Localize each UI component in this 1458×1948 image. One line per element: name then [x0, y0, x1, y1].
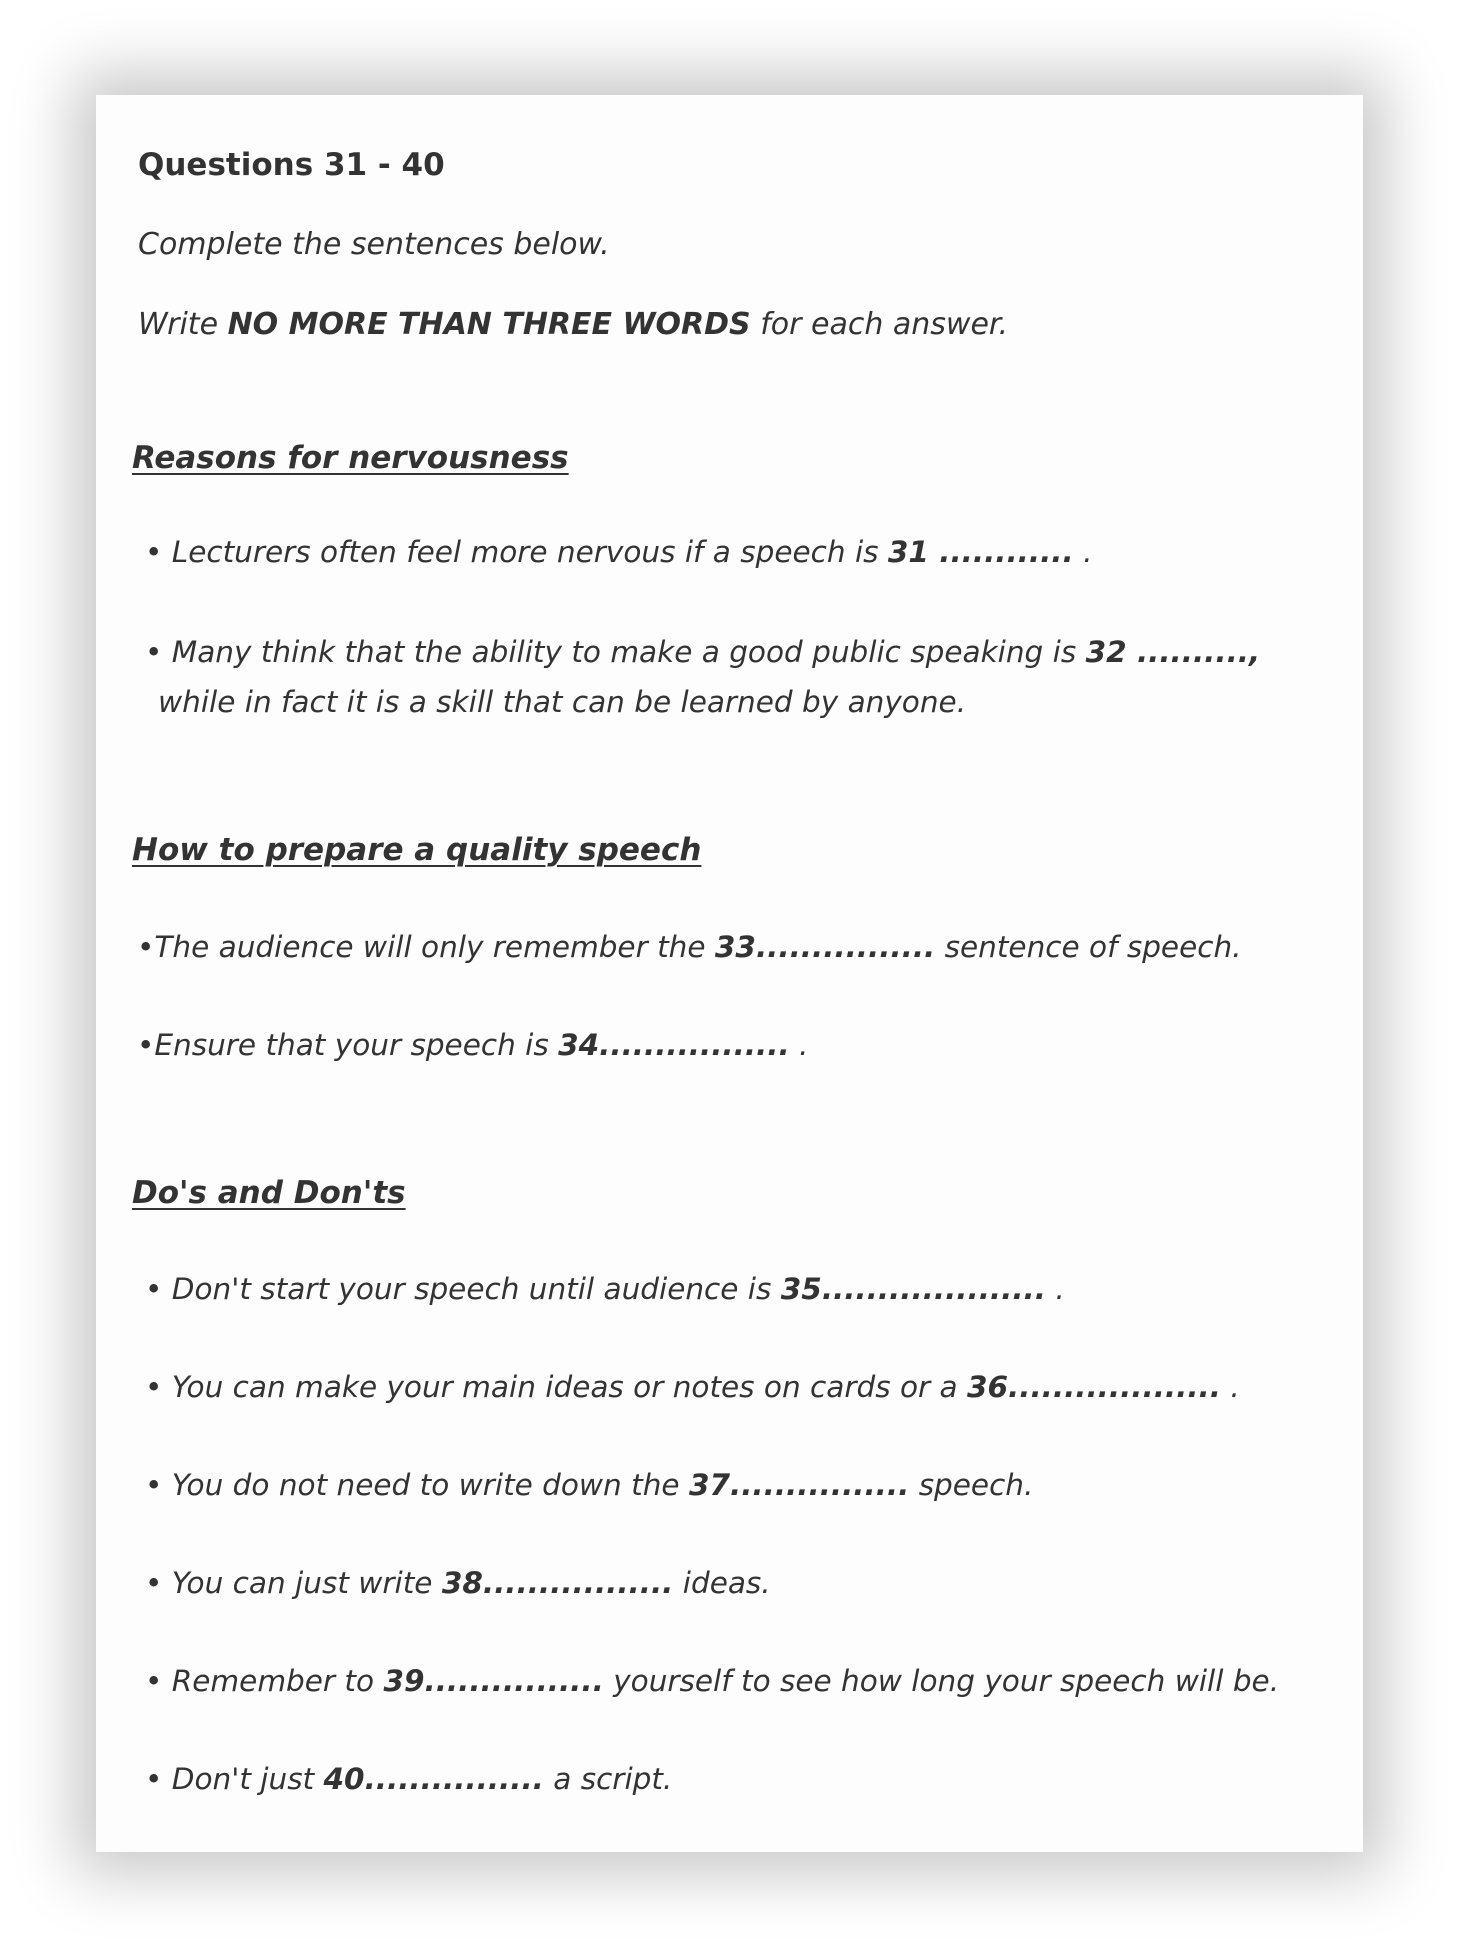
question-text: Remember to [171, 1664, 384, 1698]
section-heading-prepare: How to prepare a quality speech [132, 832, 702, 868]
question-text: Don't start your speech until audience is [171, 1272, 781, 1306]
section-heading-dos-donts: Do's and Don'ts [132, 1175, 406, 1211]
question-text-end: sentence of speech. [935, 930, 1242, 964]
question-number: 37 [688, 1468, 730, 1502]
question-text-end: speech. [909, 1468, 1034, 1502]
answer-blank-33[interactable]: ................ [755, 930, 936, 964]
bullet-icon: • [145, 1468, 172, 1502]
instruction-text: Write [138, 307, 228, 342]
question-37 [145, 1468, 1034, 1502]
question-text: You can make your main ideas or notes on cards or a [171, 1370, 967, 1404]
answer-blank-38[interactable]: ................. [482, 1566, 674, 1600]
question-32-continuation: while in fact it is a skill that can be learned by anyone. [158, 685, 967, 719]
answer-blank-39[interactable]: ................ [424, 1664, 604, 1698]
bullet-icon: • [145, 1370, 172, 1404]
question-text-end: . [1073, 535, 1093, 569]
question-text-end: . [1045, 1272, 1065, 1306]
instruction-complete: Complete the sentences below. [138, 227, 610, 262]
question-36 [145, 1370, 1240, 1404]
answer-blank-34[interactable]: ................. [599, 1028, 790, 1062]
question-number: 38 [441, 1566, 483, 1600]
question-card [96, 95, 1363, 1852]
question-number: 33 [714, 930, 756, 964]
question-text: You can just write [171, 1566, 442, 1600]
question-31 [145, 535, 1093, 569]
word-limit-emphasis: NO MORE THAN THREE WORDS [227, 307, 751, 342]
answer-blank-37[interactable]: ................ [730, 1468, 910, 1502]
question-number: 35 [780, 1272, 822, 1306]
question-text-end: yourself to see how long your speech will be. [603, 1664, 1280, 1698]
question-34 [137, 1028, 809, 1062]
question-38 [145, 1566, 771, 1600]
question-35 [145, 1272, 1065, 1306]
bullet-icon: • [145, 1566, 172, 1600]
bullet-icon: • [145, 1664, 172, 1698]
question-text: Lecturers often feel more nervous if a speech is [171, 535, 888, 569]
question-33 [137, 930, 1242, 964]
bullet-icon: • [145, 1762, 172, 1796]
bullet-icon: • [145, 1272, 172, 1306]
question-text-end: a script. [543, 1762, 673, 1796]
question-number: 32 [1085, 635, 1127, 669]
bullet-icon: • [145, 635, 172, 669]
question-text: Ensure that your speech is [154, 1028, 559, 1062]
question-number: 34 [558, 1028, 600, 1062]
question-text-end: . [789, 1028, 809, 1062]
question-text: Don't just [171, 1762, 324, 1796]
answer-blank-35[interactable]: .................... [821, 1272, 1046, 1306]
instruction-text: for each answer. [750, 307, 1009, 342]
answer-blank-32[interactable]: .........., [1126, 635, 1261, 669]
instruction-word-limit [138, 307, 1009, 342]
question-text-end: . [1220, 1370, 1240, 1404]
bullet-icon: • [137, 930, 155, 964]
answer-blank-31[interactable]: ............ [928, 535, 1074, 569]
question-number: 31 [887, 535, 929, 569]
page-title: Questions 31 - 40 [138, 147, 445, 183]
answer-blank-36[interactable]: ................... [1008, 1370, 1221, 1404]
answer-blank-40[interactable]: ................ [364, 1762, 544, 1796]
question-text: Many think that the ability to make a good public speaking is [171, 635, 1086, 669]
bullet-icon: • [145, 535, 172, 569]
question-32 [145, 635, 1261, 669]
question-number: 40 [323, 1762, 365, 1796]
section-heading-reasons: Reasons for nervousness [132, 440, 569, 476]
question-number: 36 [966, 1370, 1009, 1404]
question-text-end: ideas. [673, 1566, 771, 1600]
question-number: 39 [383, 1664, 425, 1698]
question-40 [145, 1762, 673, 1796]
bullet-icon: • [137, 1028, 155, 1062]
question-text: The audience will only remember the [154, 930, 715, 964]
question-text: You do not need to write down the [171, 1468, 689, 1502]
question-39 [145, 1664, 1280, 1698]
